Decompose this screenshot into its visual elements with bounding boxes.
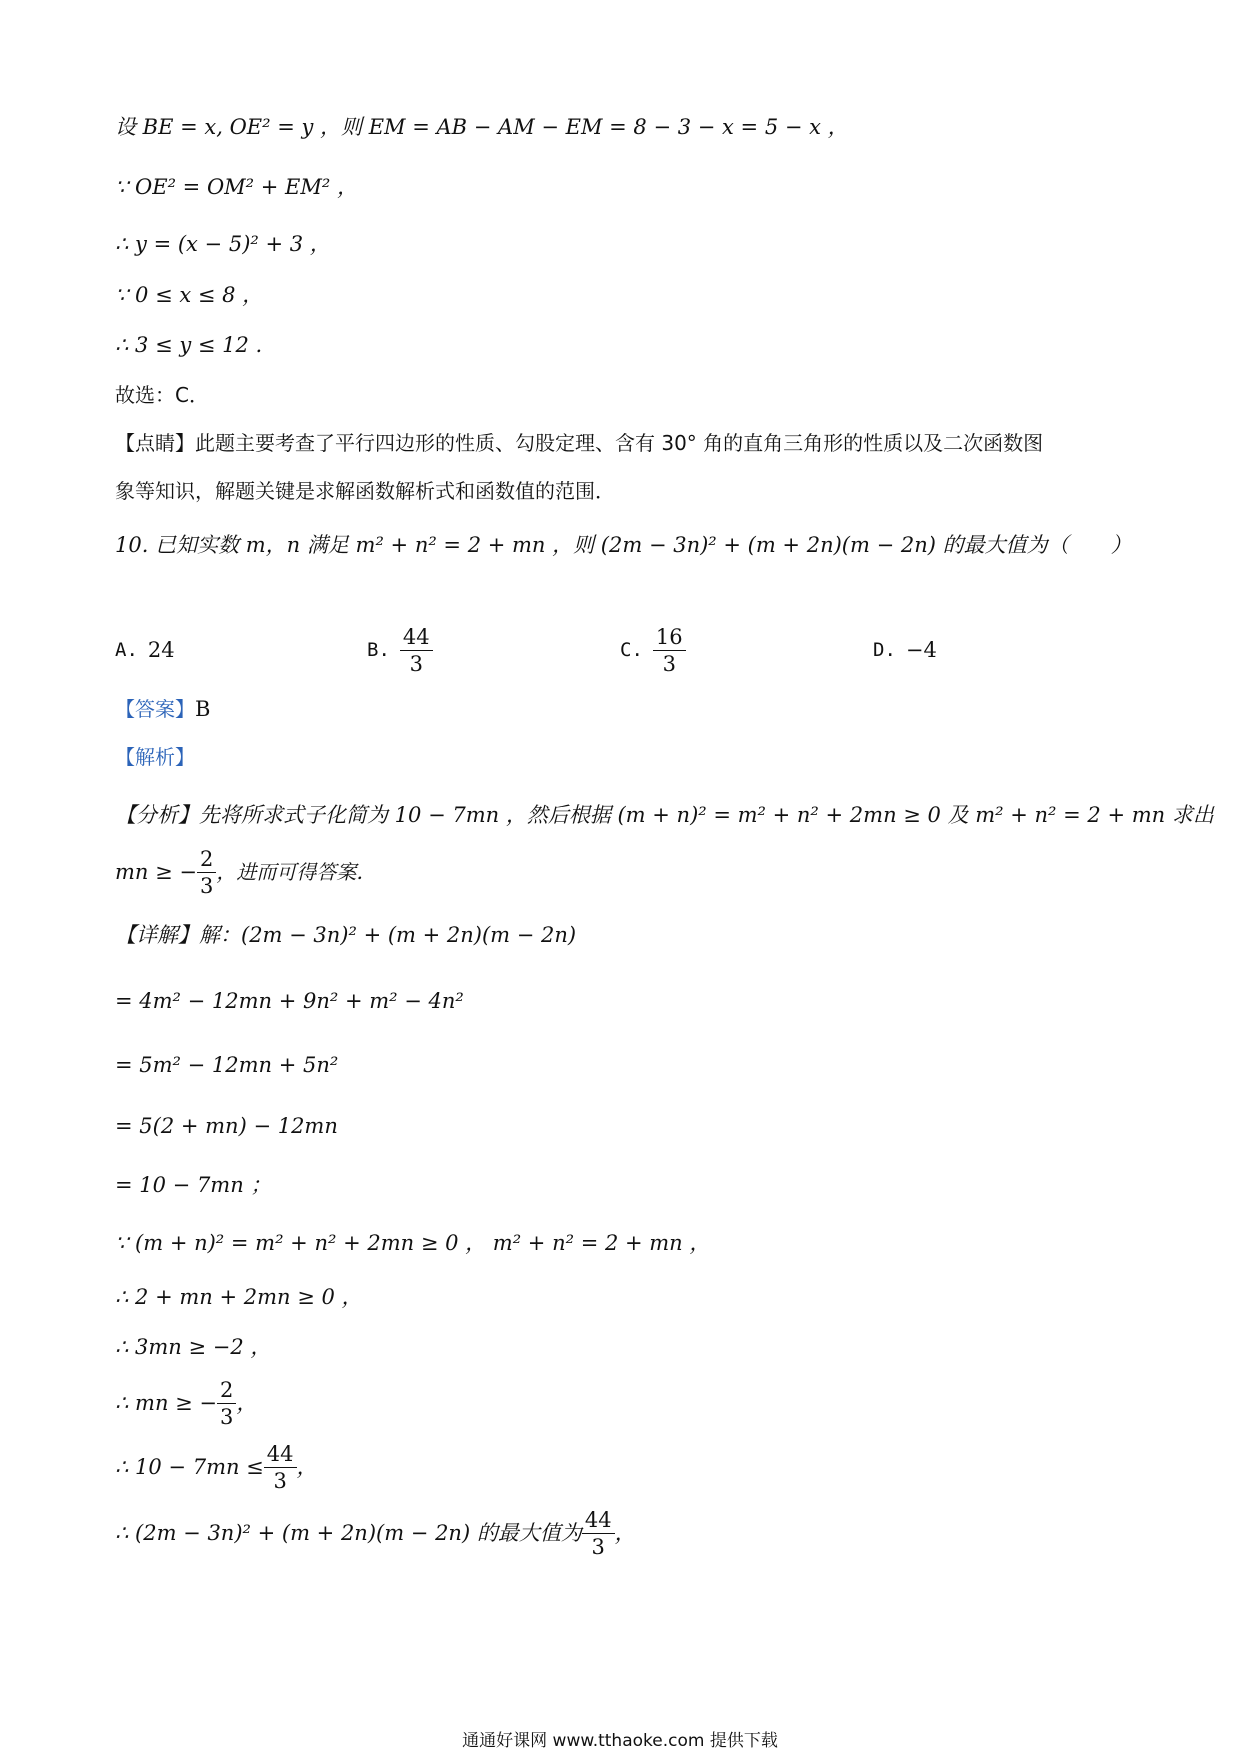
choice-a-value: 24	[147, 638, 175, 662]
answer-line	[115, 694, 1130, 724]
choice-conclusion: 故选：C．	[115, 383, 209, 407]
answer-tag: 【答案】	[115, 697, 195, 721]
choice-b-denominator: 3	[409, 651, 423, 676]
detail-line-11	[115, 1503, 1130, 1563]
choice-a-label: A.	[115, 639, 138, 661]
solution-line-4: ∵ 0 ≤ x ≤ 8 ，	[115, 283, 264, 307]
answer-value: B	[195, 697, 211, 721]
solution-line-1: 设 BE = x, OE² = y ，则 EM = AB − AM − EM = 8 − 3 − x = 5 − x ，	[115, 115, 849, 139]
choice-a	[115, 620, 175, 680]
question-10: 10. 已知实数 m，n 满足 m² + n² = 2 + mn ，则 (2m − 3n)² + (m + 2n)(m − 2n) 的最大值为（ ）	[115, 533, 1132, 557]
detail-line-5: = 10 − 7mn ；	[115, 1173, 272, 1197]
detail-line-10-text: ∴ 10 − 7mn ≤	[115, 1455, 264, 1479]
solution-line-5: ∴ 3 ≤ y ≤ 12 .	[115, 333, 263, 357]
choice-c-numerator: 16	[653, 624, 686, 651]
comment-line-2: 象等知识，解题关键是求解函数解析式和函数值的范围．	[115, 479, 615, 503]
detail-line-9-num: 2	[217, 1377, 236, 1404]
choice-c-fraction	[653, 624, 686, 677]
detail-line-9-den: 3	[220, 1404, 234, 1429]
detail-line-9-text: ∴ mn ≥ −	[115, 1391, 218, 1415]
detail-line-8: ∴ 3mn ≥ −2 ，	[115, 1335, 272, 1359]
choice-d	[873, 620, 937, 680]
detail-line-6: ∵ (m + n)² = m² + n² + 2mn ≥ 0 ， m² + n² = 2 + mn ，	[115, 1231, 711, 1255]
page-footer: 通通好课网 www.tthaoke.com 提供下载	[462, 1731, 778, 1751]
detail-line-10	[115, 1437, 1130, 1497]
detail-line-11-tail: ，	[614, 1521, 636, 1545]
analysis-fraction-den: 3	[199, 873, 214, 898]
detail-line-10-num: 44	[264, 1441, 297, 1468]
answer-choices	[115, 620, 1015, 680]
detail-line-11-text: ∴ (2m − 3n)² + (m + 2n)(m − 2n) 的最大值为	[115, 1521, 582, 1545]
choice-b-label: B.	[367, 639, 390, 661]
detail-line-9-tail: ，	[236, 1391, 258, 1415]
analysis-fraction-num: 2	[197, 846, 216, 873]
detail-line-10-den: 3	[273, 1468, 287, 1493]
choice-b	[367, 620, 433, 680]
analysis-line-2-tail: ，进而可得答案．	[216, 860, 377, 884]
comment-line-1: 【点睛】此题主要考查了平行四边形的性质、勾股定理、含有 30° 角的直角三角形的性质以及二次函数图	[115, 431, 1044, 455]
solution-line-3: ∴ y = (x − 5)² + 3 ，	[115, 232, 331, 256]
choice-b-fraction	[400, 624, 433, 677]
detail-line-4: = 5(2 + mn) − 12mn	[115, 1114, 338, 1138]
detail-line-10-tail: ，	[296, 1455, 318, 1479]
choice-d-value: −4	[905, 638, 937, 662]
detail-line-11-den: 3	[591, 1534, 605, 1559]
choice-c-denominator: 3	[662, 651, 676, 676]
detail-line-9-fraction	[217, 1377, 236, 1430]
detail-line-9	[115, 1373, 1130, 1433]
choice-b-numerator: 44	[400, 624, 433, 651]
analysis-tag: 【解析】	[115, 745, 195, 769]
analysis-line-2	[115, 842, 1130, 902]
analysis-line-2-text: mn ≥ −	[115, 860, 197, 884]
detail-line-2: = 4m² − 12mn + 9n² + m² − 4n²	[115, 989, 464, 1013]
detail-line-7: ∴ 2 + mn + 2mn ≥ 0 ，	[115, 1285, 363, 1309]
detail-line-3: = 5m² − 12mn + 5n²	[115, 1053, 339, 1077]
detail-line-1: 【详解】解：(2m − 3n)² + (m + 2n)(m − 2n)	[115, 923, 577, 947]
choice-d-label: D.	[873, 639, 896, 661]
detail-line-11-num: 44	[582, 1507, 615, 1534]
choice-c-label: C.	[620, 639, 643, 661]
solution-line-2: ∵ OE² = OM² + EM² ，	[115, 175, 358, 199]
detail-line-11-fraction	[582, 1507, 615, 1560]
analysis-line-1: 【分析】先将所求式子化简为 10 − 7mn ，然后根据 (m + n)² = m² + n² + 2mn ≥ 0 及 m² + n² = 2 + mn 求出	[115, 803, 1214, 827]
analysis-fraction	[197, 846, 216, 899]
choice-c	[620, 620, 686, 680]
detail-line-10-fraction	[264, 1441, 297, 1494]
